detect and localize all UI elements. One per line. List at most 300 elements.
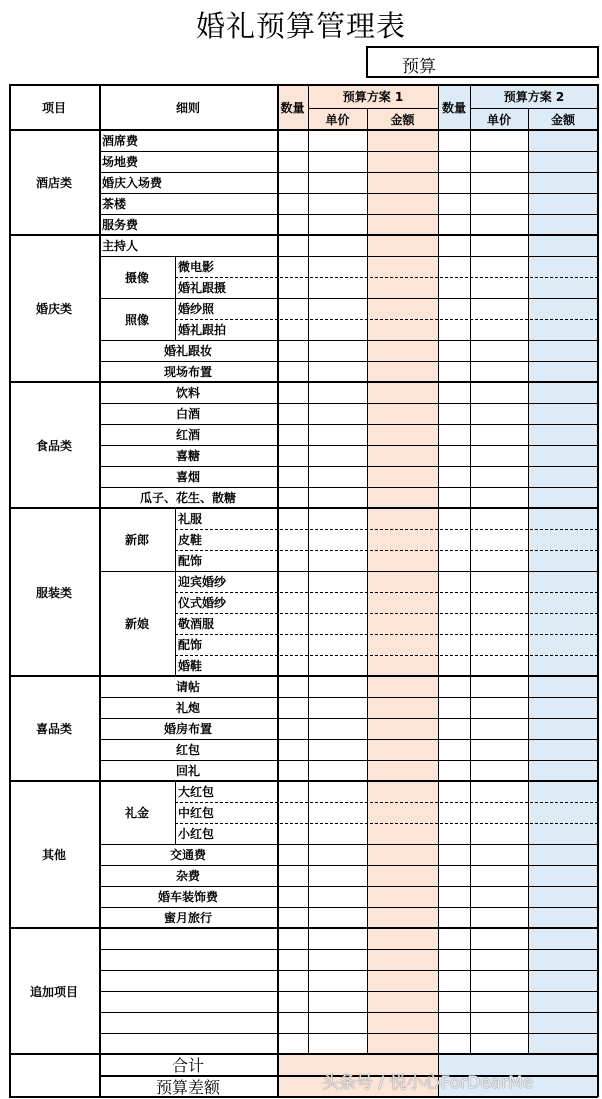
header-detail: 细则 (175, 100, 200, 115)
qty2-cell[interactable] (438, 172, 470, 193)
line-item (99, 928, 277, 949)
qty1-cell[interactable] (277, 130, 308, 151)
amount2-cell[interactable] (528, 592, 598, 613)
qty2-cell[interactable] (438, 319, 470, 340)
amount2-cell[interactable] (528, 277, 598, 298)
line-item: 中红包 (178, 806, 215, 820)
unit-price2-cell[interactable] (470, 634, 528, 655)
unit-price1-cell[interactable] (308, 130, 367, 151)
amount2-cell[interactable] (528, 424, 598, 445)
header-unit-price1: 单价 (325, 112, 350, 127)
unit-price2-cell[interactable] (470, 193, 528, 214)
unit-price1-cell[interactable] (308, 235, 367, 256)
unit-price2-cell[interactable] (470, 172, 528, 193)
qty1-cell[interactable] (277, 907, 308, 928)
qty1-cell[interactable] (277, 634, 308, 655)
unit-price1-cell[interactable] (308, 760, 367, 781)
amount1-cell[interactable] (367, 823, 438, 844)
qty2-cell[interactable] (438, 277, 470, 298)
unit-price1-cell[interactable] (308, 991, 367, 1012)
unit-price2-cell[interactable] (470, 781, 528, 802)
qty1-cell[interactable] (277, 319, 308, 340)
amount2-cell[interactable] (528, 865, 598, 886)
qty1-cell[interactable] (277, 823, 308, 844)
unit-price1-cell[interactable] (308, 172, 367, 193)
unit-price1-cell[interactable] (308, 823, 367, 844)
unit-price2-cell[interactable] (470, 613, 528, 634)
qty2-cell[interactable] (438, 361, 470, 382)
subcategory-group: 照像 (124, 312, 149, 327)
row-divider (9, 234, 598, 236)
qty1-cell[interactable] (277, 277, 308, 298)
amount2-cell[interactable] (528, 466, 598, 487)
qty1-cell[interactable] (277, 1033, 308, 1054)
qty1-cell[interactable] (277, 1012, 308, 1033)
amount2-cell[interactable] (528, 760, 598, 781)
unit-price1-cell[interactable] (308, 277, 367, 298)
amount2-cell[interactable] (528, 802, 598, 823)
qty2-cell[interactable] (438, 592, 470, 613)
qty1-cell[interactable] (277, 193, 308, 214)
qty2-cell[interactable] (438, 424, 470, 445)
amount2-cell[interactable] (528, 235, 598, 256)
amount1-cell[interactable] (367, 865, 438, 886)
column-divider (277, 84, 279, 1097)
qty1-cell[interactable] (277, 613, 308, 634)
amount2-cell[interactable] (528, 823, 598, 844)
unit-price2-cell[interactable] (470, 151, 528, 172)
unit-price2-cell[interactable] (470, 403, 528, 424)
qty2-cell[interactable] (438, 445, 470, 466)
qty1-cell[interactable] (277, 781, 308, 802)
unit-price1-cell[interactable] (308, 739, 367, 760)
unit-price1-cell[interactable] (308, 403, 367, 424)
column-divider (99, 84, 101, 1097)
amount1-cell[interactable] (367, 487, 438, 508)
unit-price2-cell[interactable] (470, 802, 528, 823)
amount2-cell[interactable] (528, 319, 598, 340)
qty2-cell[interactable] (438, 676, 470, 697)
qty2-cell[interactable] (438, 739, 470, 760)
qty1-cell[interactable] (277, 214, 308, 235)
unit-price1-cell[interactable] (308, 487, 367, 508)
unit-price1-cell[interactable] (308, 592, 367, 613)
qty1-cell[interactable] (277, 718, 308, 739)
unit-price1-cell[interactable] (308, 676, 367, 697)
qty2-cell[interactable] (438, 907, 470, 928)
amount2-cell[interactable] (528, 340, 598, 361)
header-item: 项目 (41, 100, 66, 115)
row-divider (308, 108, 438, 109)
watermark: 头条号 / 悦小心ForDearMe (322, 1073, 534, 1093)
unit-price2-cell[interactable] (470, 886, 528, 907)
unit-price1-cell[interactable] (308, 151, 367, 172)
qty2-cell[interactable] (438, 403, 470, 424)
line-item: 饮料 (175, 386, 200, 400)
qty2-cell[interactable] (438, 235, 470, 256)
qty1-cell[interactable] (277, 970, 308, 991)
amount2-cell[interactable] (528, 1012, 598, 1033)
unit-price2-cell[interactable] (470, 466, 528, 487)
unit-price1-cell[interactable] (308, 886, 367, 907)
unit-price2-cell[interactable] (470, 235, 528, 256)
amount1-cell[interactable] (367, 697, 438, 718)
qty1-cell[interactable] (277, 340, 308, 361)
unit-price1-cell[interactable] (308, 928, 367, 949)
amount2-cell[interactable] (528, 844, 598, 865)
amount1-cell[interactable] (367, 655, 438, 676)
qty2-cell[interactable] (438, 655, 470, 676)
qty1-cell[interactable] (277, 550, 308, 571)
amount2-cell[interactable] (528, 214, 598, 235)
amount2-cell[interactable] (528, 529, 598, 550)
unit-price2-cell[interactable] (470, 340, 528, 361)
row-divider (470, 108, 598, 109)
amount1-cell[interactable] (367, 991, 438, 1012)
unit-price2-cell[interactable] (470, 508, 528, 529)
qty2-cell[interactable] (438, 970, 470, 991)
amount1-cell[interactable] (367, 907, 438, 928)
unit-price1-cell[interactable] (308, 445, 367, 466)
amount1-cell[interactable] (367, 508, 438, 529)
unit-price2-cell[interactable] (470, 823, 528, 844)
amount2-cell[interactable] (528, 970, 598, 991)
qty1-cell[interactable] (277, 151, 308, 172)
qty2-cell[interactable] (438, 844, 470, 865)
qty2-cell[interactable] (438, 130, 470, 151)
unit-price2-cell[interactable] (470, 697, 528, 718)
amount2-cell[interactable] (528, 256, 598, 277)
unit-price2-cell[interactable] (470, 571, 528, 592)
amount2-cell[interactable] (528, 676, 598, 697)
qty2-cell[interactable] (438, 1012, 470, 1033)
unit-price2-cell[interactable] (470, 928, 528, 949)
qty2-cell[interactable] (438, 613, 470, 634)
amount2-cell[interactable] (528, 298, 598, 319)
unit-price1-cell[interactable] (308, 298, 367, 319)
category-3: 服装类 (35, 585, 72, 600)
qty1-cell[interactable] (277, 508, 308, 529)
amount1-cell[interactable] (367, 424, 438, 445)
amount2-cell[interactable] (528, 550, 598, 571)
line-item: 场地费 (102, 155, 139, 169)
amount1-cell[interactable] (367, 403, 438, 424)
amount1-cell[interactable] (367, 928, 438, 949)
amount2-cell[interactable] (528, 172, 598, 193)
unit-price2-cell[interactable] (470, 319, 528, 340)
amount2-cell[interactable] (528, 718, 598, 739)
unit-price1-cell[interactable] (308, 802, 367, 823)
qty2-cell[interactable] (438, 697, 470, 718)
qty2-cell[interactable] (438, 718, 470, 739)
qty1-cell[interactable] (277, 298, 308, 319)
unit-price1-cell[interactable] (308, 193, 367, 214)
unit-price2-cell[interactable] (470, 214, 528, 235)
unit-price2-cell[interactable] (470, 676, 528, 697)
qty2-cell[interactable] (438, 529, 470, 550)
amount1-cell[interactable] (367, 445, 438, 466)
amount2-cell[interactable] (528, 949, 598, 970)
unit-price1-cell[interactable] (308, 970, 367, 991)
qty1-cell[interactable] (277, 991, 308, 1012)
amount1-cell[interactable] (367, 130, 438, 151)
qty2-cell[interactable] (438, 802, 470, 823)
amount1-cell[interactable] (367, 172, 438, 193)
unit-price1-cell[interactable] (308, 697, 367, 718)
column-divider (175, 508, 176, 571)
amount1-cell[interactable] (367, 592, 438, 613)
line-item: 迎宾婚纱 (178, 575, 227, 589)
unit-price2-cell[interactable] (470, 550, 528, 571)
qty2-cell[interactable] (438, 340, 470, 361)
amount2-cell[interactable] (528, 361, 598, 382)
line-item: 皮鞋 (178, 533, 203, 547)
qty1-cell[interactable] (277, 424, 308, 445)
amount2-cell[interactable] (528, 739, 598, 760)
amount1-cell[interactable] (367, 676, 438, 697)
unit-price1-cell[interactable] (308, 907, 367, 928)
category-0: 酒店类 (35, 176, 72, 190)
unit-price1-cell[interactable] (308, 1012, 367, 1033)
qty2-cell[interactable] (438, 928, 470, 949)
column-divider (175, 256, 176, 298)
qty1-cell[interactable] (277, 697, 308, 718)
line-item (99, 970, 277, 991)
unit-price1-cell[interactable] (308, 781, 367, 802)
line-item: 婚礼跟摄 (178, 281, 227, 295)
unit-price2-cell[interactable] (470, 382, 528, 403)
amount2-cell[interactable] (528, 193, 598, 214)
header-amount1: 金额 (390, 112, 415, 127)
amount2-cell[interactable] (528, 697, 598, 718)
unit-price2-cell[interactable] (470, 298, 528, 319)
amount1-cell[interactable] (367, 760, 438, 781)
unit-price1-cell[interactable] (308, 256, 367, 277)
unit-price1-cell[interactable] (308, 1033, 367, 1054)
qty2-cell[interactable] (438, 151, 470, 172)
amount1-cell[interactable] (367, 151, 438, 172)
row-divider (9, 1096, 598, 1098)
amount2-cell[interactable] (528, 445, 598, 466)
unit-price2-cell[interactable] (470, 1012, 528, 1033)
qty2-cell[interactable] (438, 571, 470, 592)
amount1-cell[interactable] (367, 529, 438, 550)
unit-price1-cell[interactable] (308, 361, 367, 382)
amount2-cell[interactable] (528, 655, 598, 676)
amount2-cell[interactable] (528, 886, 598, 907)
unit-price1-cell[interactable] (308, 466, 367, 487)
unit-price2-cell[interactable] (470, 760, 528, 781)
qty1-cell[interactable] (277, 361, 308, 382)
amount1-cell[interactable] (367, 361, 438, 382)
amount1-cell[interactable] (367, 886, 438, 907)
qty1-cell[interactable] (277, 802, 308, 823)
qty2-cell[interactable] (438, 781, 470, 802)
qty2-cell[interactable] (438, 865, 470, 886)
qty1-cell[interactable] (277, 739, 308, 760)
qty1-cell[interactable] (277, 886, 308, 907)
amount2-cell[interactable] (528, 508, 598, 529)
line-item: 礼炮 (175, 701, 200, 715)
amount2-cell[interactable] (528, 781, 598, 802)
qty2-cell[interactable] (438, 886, 470, 907)
amount2-cell[interactable] (528, 571, 598, 592)
unit-price2-cell[interactable] (470, 655, 528, 676)
amount1-cell[interactable] (367, 802, 438, 823)
unit-price2-cell[interactable] (470, 529, 528, 550)
qty1-cell[interactable] (277, 760, 308, 781)
amount1-cell[interactable] (367, 298, 438, 319)
subcategory-group: 摄像 (124, 270, 149, 285)
qty2-cell[interactable] (438, 298, 470, 319)
column-divider (9, 84, 11, 1097)
unit-price2-cell[interactable] (470, 991, 528, 1012)
qty1-cell[interactable] (277, 571, 308, 592)
qty2-cell[interactable] (438, 991, 470, 1012)
amount1-cell[interactable] (367, 214, 438, 235)
qty1-cell[interactable] (277, 676, 308, 697)
amount1-cell[interactable] (367, 613, 438, 634)
unit-price1-cell[interactable] (308, 340, 367, 361)
unit-price2-cell[interactable] (470, 445, 528, 466)
budget-label: 预算 (402, 57, 436, 77)
line-item: 红酒 (175, 428, 200, 442)
qty2-cell[interactable] (438, 256, 470, 277)
unit-price1-cell[interactable] (308, 949, 367, 970)
row-divider (9, 507, 598, 509)
line-item: 杂费 (175, 869, 200, 883)
amount1-cell[interactable] (367, 970, 438, 991)
qty1-cell[interactable] (277, 382, 308, 403)
amount1-cell[interactable] (367, 1033, 438, 1054)
unit-price2-cell[interactable] (470, 277, 528, 298)
qty1-cell[interactable] (277, 256, 308, 277)
amount1-cell[interactable] (367, 1012, 438, 1033)
qty2-cell[interactable] (438, 466, 470, 487)
unit-price1-cell[interactable] (308, 571, 367, 592)
unit-price1-cell[interactable] (308, 550, 367, 571)
amount2-cell[interactable] (528, 487, 598, 508)
unit-price2-cell[interactable] (470, 739, 528, 760)
amount1-cell[interactable] (367, 466, 438, 487)
qty2-cell[interactable] (438, 634, 470, 655)
amount2-cell[interactable] (528, 130, 598, 151)
header-qty2: 数量 (441, 100, 466, 115)
amount2-cell[interactable] (528, 613, 598, 634)
amount1-cell[interactable] (367, 277, 438, 298)
unit-price2-cell[interactable] (470, 970, 528, 991)
qty1-cell[interactable] (277, 865, 308, 886)
amount1-cell[interactable] (367, 718, 438, 739)
unit-price1-cell[interactable] (308, 382, 367, 403)
qty2-cell[interactable] (438, 508, 470, 529)
qty1-cell[interactable] (277, 487, 308, 508)
qty2-cell[interactable] (438, 1033, 470, 1054)
unit-price2-cell[interactable] (470, 487, 528, 508)
amount2-cell[interactable] (528, 634, 598, 655)
unit-price2-cell[interactable] (470, 361, 528, 382)
amount1-cell[interactable] (367, 382, 438, 403)
unit-price2-cell[interactable] (470, 424, 528, 445)
qty1-cell[interactable] (277, 466, 308, 487)
qty2-cell[interactable] (438, 550, 470, 571)
qty2-cell[interactable] (438, 382, 470, 403)
line-item: 婚礼跟拍 (178, 323, 227, 337)
unit-price1-cell[interactable] (308, 844, 367, 865)
unit-price1-cell[interactable] (308, 634, 367, 655)
unit-price2-cell[interactable] (470, 949, 528, 970)
amount2-cell[interactable] (528, 151, 598, 172)
unit-price1-cell[interactable] (308, 319, 367, 340)
qty1-cell[interactable] (277, 529, 308, 550)
amount2-cell[interactable] (528, 928, 598, 949)
qty2-cell[interactable] (438, 760, 470, 781)
qty1-cell[interactable] (277, 949, 308, 970)
unit-price1-cell[interactable] (308, 613, 367, 634)
header-qty1: 数量 (280, 100, 305, 115)
unit-price1-cell[interactable] (308, 214, 367, 235)
amount1-cell[interactable] (367, 571, 438, 592)
unit-price1-cell[interactable] (308, 508, 367, 529)
amount1-cell[interactable] (367, 781, 438, 802)
amount1-cell[interactable] (367, 256, 438, 277)
amount1-cell[interactable] (367, 235, 438, 256)
unit-price2-cell[interactable] (470, 865, 528, 886)
unit-price2-cell[interactable] (470, 130, 528, 151)
amount1-cell[interactable] (367, 340, 438, 361)
amount1-cell[interactable] (367, 319, 438, 340)
amount1-cell[interactable] (367, 634, 438, 655)
qty1-cell[interactable] (277, 403, 308, 424)
amount2-cell[interactable] (528, 1033, 598, 1054)
qty1-cell[interactable] (277, 445, 308, 466)
amount1-cell[interactable] (367, 844, 438, 865)
line-item: 婚纱照 (178, 302, 215, 316)
amount1-cell[interactable] (367, 739, 438, 760)
amount1-cell[interactable] (367, 949, 438, 970)
qty1-cell[interactable] (277, 592, 308, 613)
qty2-cell[interactable] (438, 949, 470, 970)
line-item: 敬酒服 (178, 617, 215, 631)
qty1-cell[interactable] (277, 844, 308, 865)
amount1-cell[interactable] (367, 193, 438, 214)
amount2-cell[interactable] (528, 382, 598, 403)
unit-price2-cell[interactable] (470, 844, 528, 865)
amount2-cell[interactable] (528, 991, 598, 1012)
unit-price2-cell[interactable] (470, 592, 528, 613)
qty2-cell[interactable] (438, 214, 470, 235)
qty1-cell[interactable] (277, 928, 308, 949)
unit-price2-cell[interactable] (470, 718, 528, 739)
unit-price1-cell[interactable] (308, 424, 367, 445)
unit-price2-cell[interactable] (470, 256, 528, 277)
unit-price1-cell[interactable] (308, 718, 367, 739)
qty2-cell[interactable] (438, 823, 470, 844)
qty2-cell[interactable] (438, 193, 470, 214)
unit-price1-cell[interactable] (308, 865, 367, 886)
unit-price2-cell[interactable] (470, 1033, 528, 1054)
amount2-cell[interactable] (528, 907, 598, 928)
qty2-cell[interactable] (438, 487, 470, 508)
unit-price1-cell[interactable] (308, 529, 367, 550)
unit-price1-cell[interactable] (308, 655, 367, 676)
unit-price2-cell[interactable] (470, 907, 528, 928)
amount2-cell[interactable] (528, 403, 598, 424)
amount1-cell[interactable] (367, 550, 438, 571)
qty1-cell[interactable] (277, 235, 308, 256)
qty1-cell[interactable] (277, 172, 308, 193)
qty1-cell[interactable] (277, 655, 308, 676)
